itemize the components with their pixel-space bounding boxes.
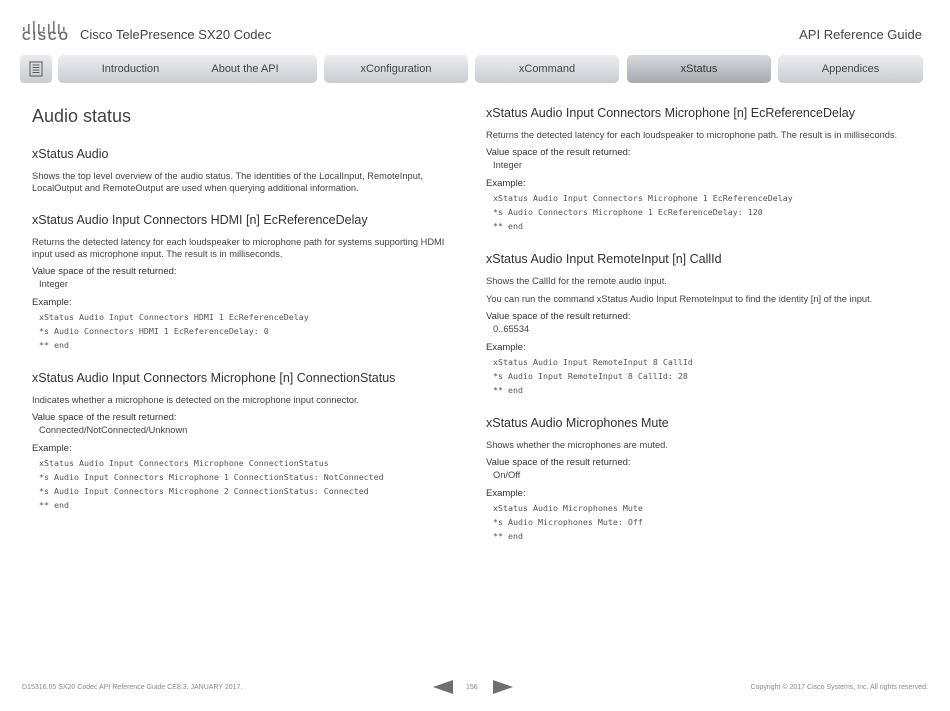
example-label: Example: [486, 488, 526, 499]
section-description: Returns the detected latency for each loudspeaker to microphone path for systems supporting HDMI input used as microphone input. The result is in milliseconds. [32, 237, 445, 259]
code-line: *s Audio Connectors Microphone 1 EcReferenceDelay: 120 [493, 207, 763, 217]
code-line: *s Audio Connectors HDMI 1 EcReferenceDelay: 0 [39, 326, 269, 336]
code-line: *s Audio Microphones Mute: Off [493, 517, 643, 527]
value-space: On/Off [493, 470, 521, 480]
code-line: *s Audio Input Connectors Microphone 1 ConnectionStatus: NotConnected [39, 472, 384, 482]
example-label: Example: [32, 443, 72, 454]
section-title: xStatus Audio [32, 147, 109, 161]
section-microphones-mute [486, 416, 916, 543]
code-line: *s Audio Input RemoteInput 8 CallId: 28 [493, 371, 688, 381]
product-name: Cisco TelePresence SX20 Codec [80, 27, 272, 42]
example-label: Example: [32, 297, 72, 308]
tab-xstatus[interactable]: xStatus [627, 55, 771, 83]
section-title: xStatus Audio Input Connectors Microphone [n] EcReferenceDelay [486, 106, 855, 120]
tab-xconfiguration[interactable]: xConfiguration [324, 55, 468, 83]
tab-xcommand[interactable]: xCommand [475, 55, 619, 83]
section-microphone-ecreferencedelay [486, 106, 916, 233]
value-space-label: Value space of the result returned: [32, 266, 177, 277]
previous-page-arrow-icon[interactable] [433, 680, 453, 694]
section-description: Shows whether the microphones are muted. [486, 440, 668, 450]
value-space-label: Value space of the result returned: [486, 311, 631, 322]
section-hdmi-ecreferencedelay [32, 213, 457, 352]
example-label: Example: [486, 178, 526, 189]
section-description: Shows the top level overview of the audio status. The identities of the LocalInput, RemoteInput, LocalOutput and RemoteOutput are used when querying additional information. [32, 171, 424, 193]
tab-appendices[interactable]: Appendices [778, 55, 923, 83]
footer-copyright: Copyright © 2017 Cisco Systems, Inc. All rights reserved. [750, 684, 928, 691]
code-line: xStatus Audio Input Connectors Microphone 1 EcReferenceDelay [493, 193, 793, 203]
document-icon [29, 61, 43, 77]
toc-button[interactable] [20, 55, 52, 83]
code-line: ** end [493, 221, 523, 231]
value-space-label: Value space of the result returned: [486, 457, 631, 468]
tab-introduction[interactable]: Introduction [58, 55, 203, 83]
value-space-label: Value space of the result returned: [32, 412, 177, 423]
code-line: ** end [493, 531, 523, 541]
page-title: Audio status [32, 106, 132, 126]
section-title: xStatus Audio Input Connectors HDMI [n] EcReferenceDelay [32, 213, 368, 227]
code-line: ** end [493, 385, 523, 395]
guide-title: API Reference Guide [799, 27, 922, 42]
next-page-arrow-icon[interactable] [493, 680, 513, 694]
section-description-extra: You can run the command xStatus Audio Input RemoteInput to find the identity [n] of the input. [486, 294, 873, 304]
code-line: xStatus Audio Microphones Mute [493, 503, 643, 513]
value-space: Connected/NotConnected/Unknown [39, 425, 188, 435]
footer-document-id: D15316.05 SX20 Codec API Reference Guide CE8.3, JANUARY 2017. [22, 684, 243, 691]
code-line: *s Audio Input Connectors Microphone 2 ConnectionStatus: Connected [39, 486, 369, 496]
page-number: 156 [466, 684, 478, 691]
section-microphone-connectionstatus [32, 371, 457, 512]
section-xstatus-audio [32, 147, 457, 194]
value-space: Integer [493, 160, 522, 170]
nav-bar [20, 54, 926, 84]
value-space: Integer [39, 279, 68, 289]
section-description: Shows the CallId for the remote audio input. [486, 276, 667, 286]
value-space: 0..65534 [493, 324, 530, 334]
code-line: ** end [39, 340, 69, 350]
logo-text: CISCO [22, 29, 71, 43]
code-line: xStatus Audio Input Connectors Microphone ConnectionStatus [39, 458, 329, 468]
example-label: Example: [486, 342, 526, 353]
left-column [32, 106, 457, 531]
section-remoteinput-callid [486, 252, 916, 397]
code-line: xStatus Audio Input RemoteInput 8 CallId [493, 357, 693, 367]
code-line: xStatus Audio Input Connectors HDMI 1 EcReferenceDelay [39, 312, 309, 322]
section-title: xStatus Audio Input Connectors Microphone [n] ConnectionStatus [32, 371, 396, 385]
code-line: ** end [39, 500, 69, 510]
section-title: xStatus Audio Microphones Mute [486, 416, 669, 430]
page-header [0, 0, 950, 52]
right-column [486, 106, 916, 562]
tab-about-api[interactable]: About the API [173, 55, 317, 83]
section-description: Indicates whether a microphone is detected on the microphone input connector. [32, 395, 360, 405]
value-space-label: Value space of the result returned: [486, 147, 631, 158]
section-description: Returns the detected latency for each loudspeaker to microphone path. The result is in milliseconds. [486, 130, 898, 140]
section-title: xStatus Audio Input RemoteInput [n] CallId [486, 252, 722, 266]
